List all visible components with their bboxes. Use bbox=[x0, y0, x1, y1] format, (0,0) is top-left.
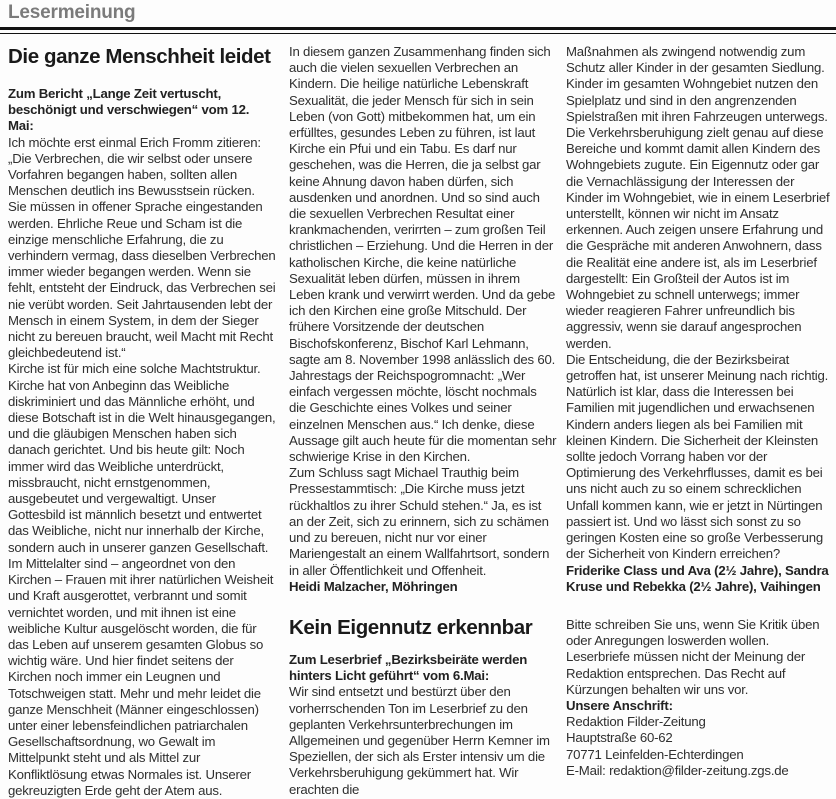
section-title: Lesermeinung bbox=[8, 2, 136, 23]
editorial-note: Bitte schreiben Sie uns, wenn Sie Kritik üben oder Anregungen loswerden wollen. Leserbriefe müssen nicht der Meinung der Redaktion entsprechen. Das Recht auf Kürzungen behalten wir uns vor. bbox=[566, 616, 820, 697]
letter2-lead: Zum Leserbrief „Bezirksbeiräte werden hinters Licht geführt“ vom 6.Mai: bbox=[289, 651, 528, 684]
letter1-paragraph: Zum Schluss sagt Michael Trauthig beim Pressestammtisch: „Die Kirche muss jetzt rückhaltlos zu ihrer Schuld stehen.“ Ja, es ist an der Zeit, sich zu erinnern, sich zu schämen und zu bereuen, nicht nur vor einer Mariengestalt an einem Wallfahrtsort, sondern in aller Öffentlichkeit und Offenheit. bbox=[289, 465, 550, 578]
column-2 bbox=[289, 44, 557, 798]
address-line: Hauptstraße 60-62 bbox=[566, 730, 673, 746]
column-3 bbox=[566, 44, 834, 779]
letter1-paragraph: In diesem ganzen Zusammenhang finden sich auch die vielen sexuellen Verbrechen an Kindern. Die heilige natürliche Lebenskraft Sexualität, die jeder Mensch für sich in sein Leben (von Gott) mitbekommen hat, um ein erfülltes, gesundes Leben zu führen, ist laut Kirche ein Pfui und ein Tabu. Es darf nur geschehen, was die Herren, die ja selbst gar keine Ahnung davon haben dürfen, sich ausdenken und anordnen. Und so sind auch die sexuellen Verbrechen Resultat einer krankmachenden, verirrten – zum großen Teil christlichen – Erziehung. Und die Herren in der katholischen Kirche, die keine natürliche Sexualität leben dürfen, müssen in ihrem Leben krank und verwirrt werden. Und da gebe ich den Kirchen eine große Mitschuld. Der frühere Vorsitzende der deutschen Bischofskonferenz, Bischof Karl Lehmann, sagte am 8. November 1998 anlässlich des 60. Jahrestags der Reichspogromnacht: „Wer einfach vergessen möchte, löscht nochmals die Geschichte eines Volkes und seiner einzelnen Menschen aus.“ Ich denke, diese Aussage gilt auch heute für die momentan sehr schwierige Krise in den Kirchen. bbox=[289, 44, 557, 465]
letter2-paragraph: Die Entscheidung, die der Bezirksbeirat getroffen hat, ist unserer Meinung nach richtig. Natürlich ist klar, dass die Interessen bei Familien mit jugendlichen und erwachsenen Kindern anders liegen als bei Familien mit kleinen Kindern. Die Sicherheit der Kleinsten sollte jedoch Vorrang haben vor der Optimierung des Verkehrflusses, damit es bei uns nicht auch zu so einem schrecklichen Unfall kommen kann, wie er jetzt in Nürtingen passiert ist. Und wo lässt sich sonst zu so geringen Kosten eine so große Verbesserung der Sicherheit von Kindern erreichen? bbox=[566, 351, 829, 562]
letter1-signature: Heidi Malzacher, Möhringen bbox=[289, 578, 458, 594]
column-1 bbox=[8, 44, 276, 799]
address-label: Unsere Anschrift: bbox=[566, 697, 673, 713]
email-line: E-Mail: redaktion@filder-zeitung.zgs.de bbox=[566, 762, 789, 778]
letter1-paragraph: Im Mittelalter sind – angeordnet von den Kirchen – Frauen mit ihrer natürlichen Weisheit und Kraft ausgerottet, verbrannt und somit vernichtet worden, und mit ihnen ist eine weibliche Kultur ausgelöscht worden, die für das Leben auf unserem gesamten Globus so wichtig wäre. Und hier findet seitens der Kirchen noch immer ein Leugnen und Totschweigen statt. Mehr und mehr leidet die ganze Menschheit (Männer eingeschlossen) unter einer lebensfeindlichen patriarchalen Gesellschaftsordnung, wo Gewalt im Mittelpunkt steht und als Mittel zur Konfliktlösung etwas Normales ist. Unserer gekreuzigten Erde geht der Atem aus. bbox=[8, 555, 274, 798]
letter1-paragraph: Ich möchte erst einmal Erich Fromm zitieren: „Die Verbrechen, die wir selbst oder unsere Vorfahren begangen haben, sollten allen Menschen deutlich ins Bewusstsein rücken. Sie müssen in offener Sprache eingestanden werden. Ehrliche Reue und Scham ist die einzige menschliche Erfahrung, die zu verhindern vermag, dass dieselben Verbrechen immer wieder begangen werden. Wenn sie fehlt, entsteht der Eindruck, das Verbrechen sei nie verübt worden. Seit Jahrtausenden lebt der Mensch in einem System, in dem der Sieger nicht zu bereuen braucht, weil Macht mit Recht gleichbedeutend ist.“ bbox=[8, 134, 276, 361]
letter2-paragraph: Maßnahmen als zwingend notwendig zum Schutz aller Kinder in der gesamten Siedlung. Kinder im gesamten Wohngebiet nutzen den Spielplatz und sind in den angrenzenden Spielstraßen mit ihren Fahrzeugen unterwegs. Die Verkehrsberuhigung zielt genau auf diese Bereiche und kommt damit allen Kindern des Wohngebiets zugute. Ein Eigennutz oder gar die Vernachlässigung der Interessen der Kinder im Wohngebiet, wie in einem Leserbrief unterstellt, können wir nicht im Ansatz erkennen. Auch zeigen unsere Erfahrung und die Gespräche mit anderen Anwohnern, dass die Realität eine andere ist, als im Leserbrief dargestellt: Ein Großteil der Autos ist im Wohngebiet zu schnell unterwegs; immer wieder reagieren Fahrer unfreundlich bis aggressiv, wenn sie darauf angesprochen werden. bbox=[566, 44, 830, 351]
letter2-signature: Friderike Class und Ava (2½ Jahre), Sandra Kruse und Rebekka (2½ Jahre), Vaihingen bbox=[566, 562, 829, 594]
letter1-lead: Zum Bericht „Lange Zeit vertuscht, beschönigt und verschwiegen“ vom 12. Mai: bbox=[8, 86, 250, 134]
address-line: 70771 Leinfelden-Echterdingen bbox=[566, 746, 744, 762]
address-line: Redaktion Filder-Zeitung bbox=[566, 714, 706, 730]
letter2-paragraph: Wir sind entsetzt und bestürzt über den vorherrschenden Ton im Leserbrief zu den geplanten Verkehrsunterbrechungen im Allgemeinen und gegenüber Herrn Kemner im Speziellen, der sich als Erster intensiv um die Verkehrsberuhigung gekümmert hat. Wir erachten die bbox=[289, 684, 550, 797]
letter2-headline: Kein Eigennutz erkennbar bbox=[289, 615, 533, 639]
masthead-double-rule bbox=[0, 27, 836, 34]
letter1-headline: Die ganze Menschheit leidet bbox=[8, 45, 271, 68]
letter1-paragraph: Kirche ist für mich eine solche Machtstruktur. Kirche hat von Anbeginn das Weibliche diskriminiert und das Männliche erhöht, und diese Botschaft ist in die Welt hinausgegangen, und die gläubigen Menschen haben sich danach gerichtet. Und bis heute gilt: Noch immer wird das Weibliche unterdrückt, missbraucht, nicht ernstgenommen, ausgebeutet und vergewaltigt. Unser Gottesbild ist männlich besetzt und entwertet das Weibliche, nicht nur innerhalb der Kirche, sondern auch in unserer ganzen Gesellschaft. bbox=[8, 361, 276, 555]
